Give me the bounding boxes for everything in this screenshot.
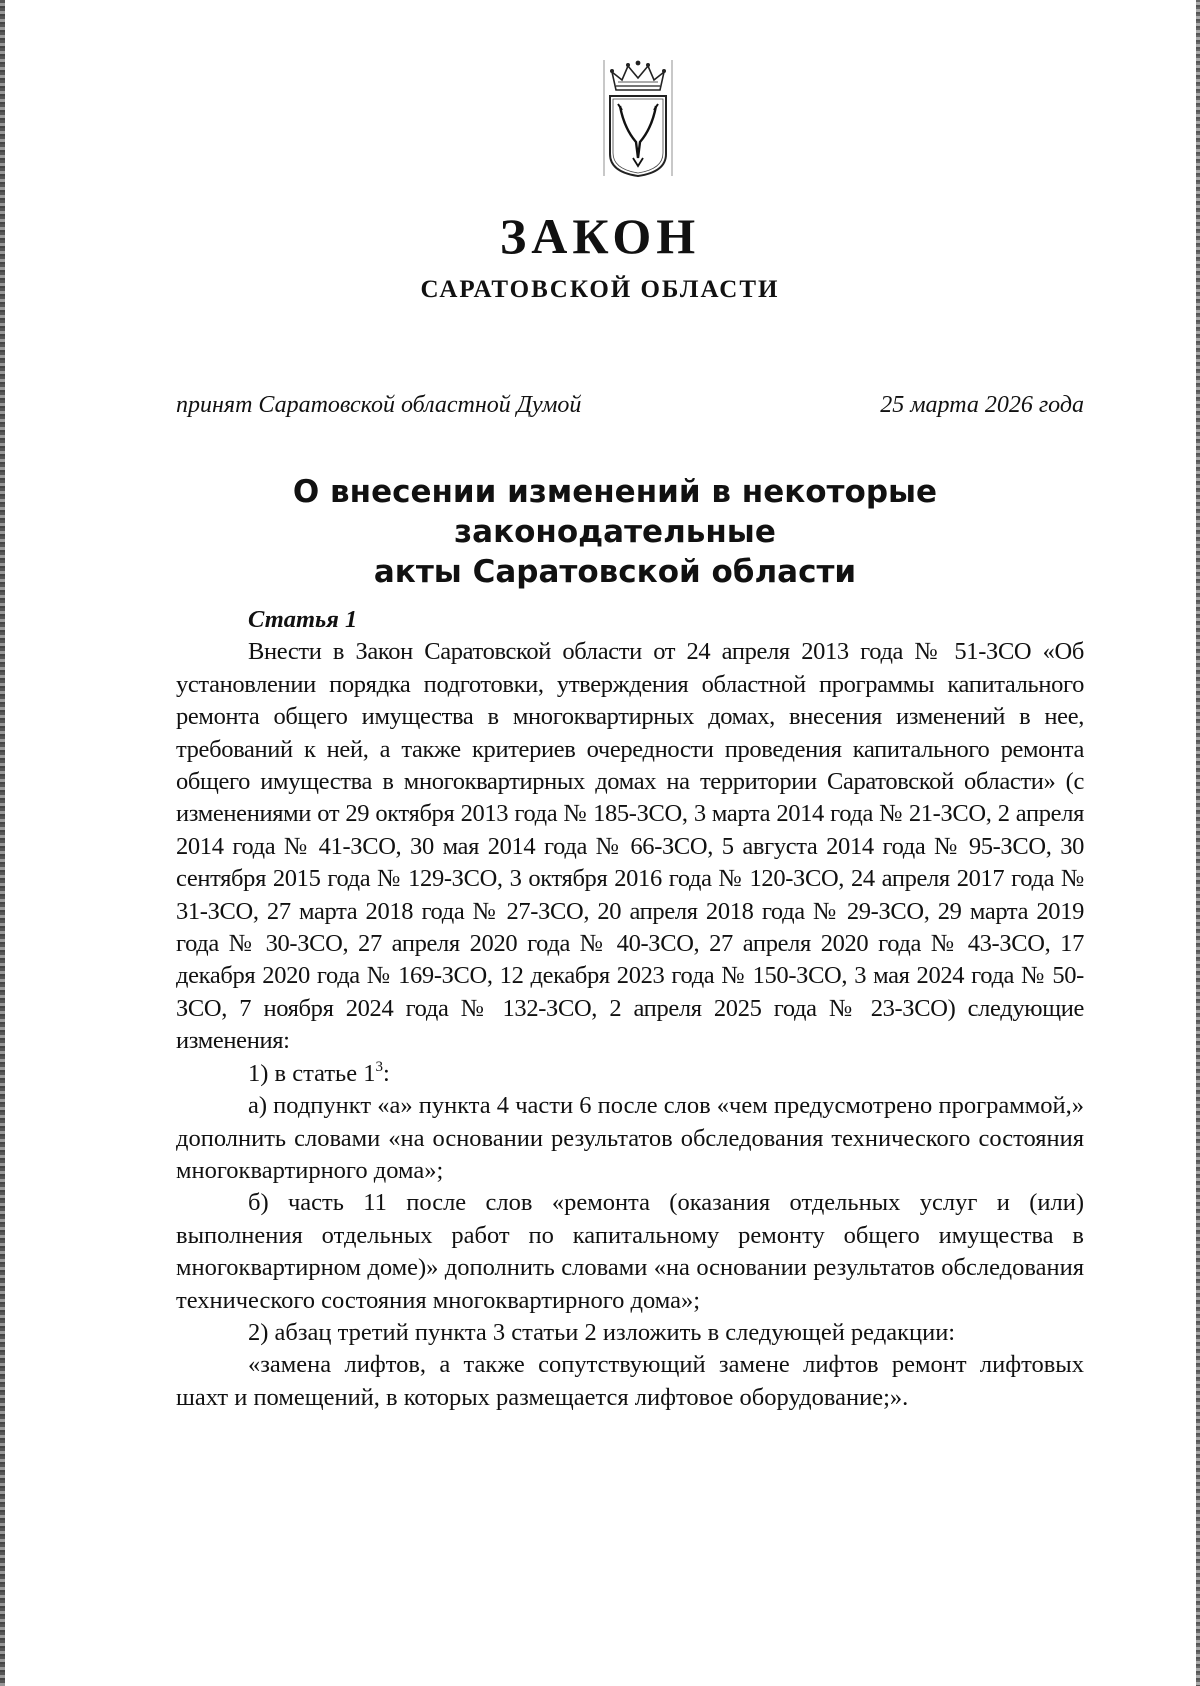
item-1a-paragraph: а) подпункт «а» пункта 4 части 6 после слов «чем предусмотрено программой,» дополнить словами «на основании результатов обследования технического состояния многоквартирного дома»; — [176, 1092, 1084, 1184]
item-2-paragraph: 2) абзац третий пункта 3 статьи 2 изложить в следующей редакции: — [248, 1318, 956, 1346]
document-heading — [150, 472, 1080, 592]
article-intro-paragraph: Внести в Закон Саратовской области от 24 апреля 2013 года № 51-ЗСО «Об установлении порядка подготовки, утверждения областной программы капитального ремонта общего имущества в многоквартирных домах, внесения изменений в нее, требований к ней, а также критериев очередности проведения капитального ремонта общего имущества в многоквартирных домах на территории Саратовской области» (с изменениями от 29 октября 2013 года № 185-ЗСО, 3 марта 2014 года № 21-ЗСО, 2 апреля 2014 года № 41-ЗСО, 30 мая 2014 года № 66-ЗСО, 5 августа 2014 года № 95-ЗСО, 30 сентября 2015 года № 129-ЗСО, 3 октября 2016 года № 120-ЗСО, 24 апреля 2017 года № 31-ЗСО, 27 марта 2018 года № 27-ЗСО, 20 апреля 2018 года № 29-ЗСО, 29 марта 2019 года № 30-ЗСО, 27 апреля 2020 года № 40-ЗСО, 27 апреля 2020 года № 43-ЗСО, 17 декабря 2020 года № 169-ЗСО, 12 декабря 2023 года № 150-ЗСО, 3 мая 2024 года № 50-ЗСО, 7 ноября 2024 года № 132-ЗСО, 2 апреля 2025 года № 23-ЗСО) следующие изменения: — [176, 638, 1084, 1055]
item-1b-paragraph: б) часть 11 после слов «ремонта (оказания отдельных услуг и (или) выполнения отдельных работ по капитальному ремонту общего имущества в многоквартирном доме)» дополнить словами «на основании результатов обследования технического состояния многоквартирного дома»; — [176, 1189, 1084, 1314]
document-heading-line2: акты Саратовской области — [373, 554, 857, 590]
item-1-superscript: 3 — [375, 1058, 383, 1075]
item-2-quote-paragraph: «замена лифтов, а также сопутствующий замене лифтов ремонт лифтовых шахт и помещений, в которых размещается лифтовое оборудование;». — [176, 1351, 1084, 1411]
document-body — [176, 604, 1084, 1414]
adopted-by: принят Саратовской областной Думой — [176, 392, 582, 418]
saratov-coat-of-arms-icon — [602, 58, 674, 178]
item-1-suffix: : — [382, 1059, 390, 1087]
item-1-paragraph — [176, 1058, 1084, 1090]
law-subtitle: САРАТОВСКОЙ ОБЛАСТИ — [420, 276, 780, 303]
item-1-prefix: 1) в статье 1 — [248, 1059, 376, 1087]
article-title: Статья 1 — [248, 606, 358, 633]
document-heading-line1: О внесении изменений в некоторые законодательные — [292, 474, 938, 550]
adopted-date: 25 марта 2026 года — [880, 392, 1084, 418]
law-title: ЗАКОН — [499, 208, 701, 264]
